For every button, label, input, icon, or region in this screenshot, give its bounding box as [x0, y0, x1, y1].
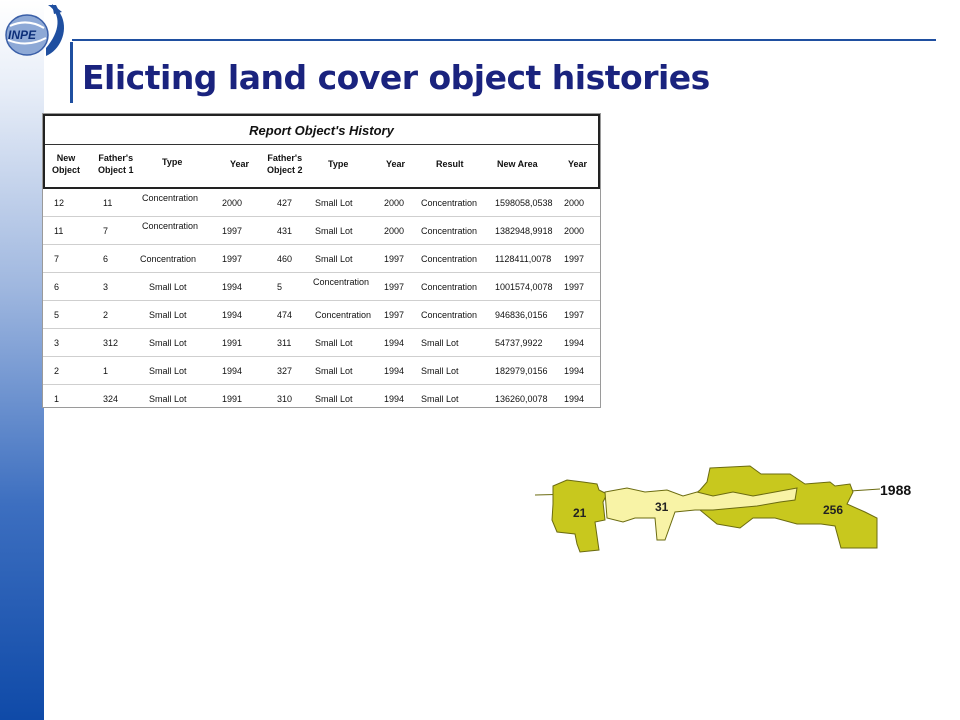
cell-result: Concentration — [421, 282, 478, 292]
cell-type-2: Small Lot — [315, 226, 353, 236]
cell-new-area: 1128411,0078 — [495, 254, 552, 264]
cell-result: Concentration — [421, 198, 478, 208]
cell-new-object: 1 — [54, 394, 60, 404]
cell-fathers-object-2: 5 — [277, 282, 283, 292]
cell-type-1: Concentration — [142, 193, 199, 203]
cell-type-2: Small Lot — [315, 254, 353, 264]
cell-fathers-object-2: 311 — [277, 338, 292, 348]
report-title: Report Object's History — [249, 123, 394, 138]
cell-year-3: 1997 — [564, 282, 585, 292]
map-label-21: 21 — [573, 506, 587, 520]
table-row — [43, 357, 600, 385]
cell-new-area: 182979,0156 — [495, 366, 548, 376]
cell-result: Concentration — [421, 254, 478, 264]
col-header-type-1: Type — [162, 157, 183, 167]
cell-new-object: 12 — [54, 198, 65, 208]
cell-year-3: 1994 — [564, 394, 585, 404]
cell-new-object: 2 — [54, 366, 60, 376]
cell-fathers-object-2: 431 — [277, 226, 293, 236]
col-header-new-area: New Area — [497, 159, 538, 169]
col-header-year-3: Year — [568, 159, 588, 169]
cell-year-2: 1994 — [384, 338, 405, 348]
cell-year-2: 2000 — [384, 226, 405, 236]
cell-new-area: 136260,0078 — [495, 394, 548, 404]
cell-fathers-object-2: 327 — [277, 366, 293, 376]
cell-year-3: 1997 — [564, 310, 585, 320]
map-label-31: 31 — [655, 500, 669, 514]
inpe-logo — [2, 2, 78, 66]
cell-year-3: 1994 — [564, 366, 585, 376]
cell-year-1: 1991 — [222, 394, 243, 404]
cell-new-area: 1598058,0538 — [495, 198, 553, 208]
table-row — [43, 329, 600, 357]
table-row — [43, 217, 600, 245]
cell-fathers-object-1: 3 — [103, 282, 109, 292]
cell-fathers-object-1: 11 — [103, 198, 113, 208]
cell-year-1: 1994 — [222, 282, 243, 292]
cell-result: Small Lot — [421, 394, 459, 404]
land-cover-map — [535, 462, 935, 557]
title-accent-rule — [70, 42, 73, 103]
cell-year-1: 1997 — [222, 254, 243, 264]
cell-type-1: Small Lot — [149, 394, 187, 404]
cell-new-area: 946836,0156 — [495, 310, 548, 320]
cell-new-area: 1001574,0078 — [495, 282, 553, 292]
left-gradient-bar — [0, 0, 44, 720]
table-row — [43, 273, 600, 301]
cell-year-2: 1997 — [384, 254, 405, 264]
cell-year-2: 1994 — [384, 366, 405, 376]
cell-year-2: 2000 — [384, 198, 405, 208]
cell-fathers-object-1: 2 — [103, 310, 109, 320]
cell-year-1: 1994 — [222, 310, 243, 320]
col-header-fathers-object-1: Father's Object 1 — [98, 153, 134, 175]
table-row — [43, 385, 600, 412]
cell-fathers-object-2: 474 — [277, 310, 293, 320]
cell-new-object: 5 — [54, 310, 60, 320]
table-row — [43, 189, 600, 217]
cell-type-2: Small Lot — [315, 198, 353, 208]
cell-year-1: 1994 — [222, 366, 243, 376]
table-row — [43, 301, 600, 329]
cell-type-2: Concentration — [315, 310, 372, 320]
cell-new-object: 6 — [54, 282, 60, 292]
cell-fathers-object-1: 1 — [103, 366, 109, 376]
report-rows — [43, 189, 600, 412]
cell-type-1: Concentration — [142, 221, 199, 231]
cell-fathers-object-1: 324 — [103, 394, 119, 404]
top-rule — [72, 39, 936, 41]
cell-year-2: 1994 — [384, 394, 405, 404]
cell-new-object: 11 — [54, 226, 64, 236]
cell-type-1: Small Lot — [149, 338, 187, 348]
map-label-256: 256 — [823, 503, 844, 517]
cell-year-1: 2000 — [222, 198, 243, 208]
cell-new-object: 7 — [54, 254, 60, 264]
cell-year-2: 1997 — [384, 282, 405, 292]
cell-year-3: 2000 — [564, 226, 585, 236]
cell-result: Concentration — [421, 226, 478, 236]
cell-year-3: 2000 — [564, 198, 585, 208]
cell-fathers-object-1: 312 — [103, 338, 119, 348]
map-year-label: 1988 — [880, 482, 912, 498]
cell-type-2: Small Lot — [315, 366, 353, 376]
col-header-type-2: Type — [328, 159, 349, 169]
cell-year-2: 1997 — [384, 310, 405, 320]
cell-year-1: 1991 — [222, 338, 243, 348]
report-object-history — [42, 113, 601, 408]
logo-text: INPE — [8, 28, 37, 42]
col-header-year-1: Year — [230, 159, 250, 169]
cell-type-1: Small Lot — [149, 366, 187, 376]
cell-year-1: 1997 — [222, 226, 243, 236]
col-header-fathers-object-2: Father's Object 2 — [267, 153, 303, 175]
cell-year-3: 1994 — [564, 338, 585, 348]
cell-fathers-object-2: 427 — [277, 198, 293, 208]
cell-result: Small Lot — [421, 366, 459, 376]
cell-type-2: Small Lot — [315, 338, 353, 348]
cell-result: Small Lot — [421, 338, 459, 348]
col-header-result: Result — [436, 159, 464, 169]
cell-new-area: 1382948,9918 — [495, 226, 553, 236]
cell-type-2: Concentration — [313, 277, 370, 287]
slide-title: Elicting land cover object histories — [82, 58, 710, 97]
cell-type-1: Small Lot — [149, 310, 187, 320]
col-header-year-2: Year — [386, 159, 406, 169]
cell-new-area: 54737,9922 — [495, 338, 543, 348]
table-row — [43, 245, 600, 273]
col-header-new-object: New Object — [52, 153, 81, 175]
cell-fathers-object-2: 460 — [277, 254, 293, 264]
cell-type-1: Concentration — [140, 254, 197, 264]
cell-result: Concentration — [421, 310, 478, 320]
cell-type-1: Small Lot — [149, 282, 187, 292]
cell-fathers-object-2: 310 — [277, 394, 293, 404]
cell-fathers-object-1: 6 — [103, 254, 109, 264]
cell-year-3: 1997 — [564, 254, 585, 264]
cell-new-object: 3 — [54, 338, 60, 348]
report-title-divider — [45, 144, 598, 145]
report-header — [43, 114, 600, 189]
cell-fathers-object-1: 7 — [103, 226, 109, 236]
cell-type-2: Small Lot — [315, 394, 353, 404]
